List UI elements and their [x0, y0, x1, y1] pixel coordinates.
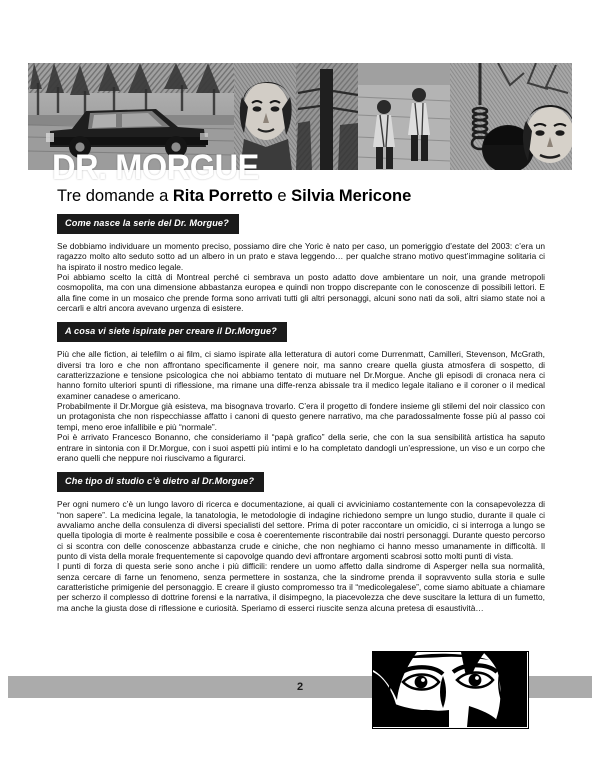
question-heading-2: A cosa vi siete ispirate per creare il Dr.Morgue?: [57, 322, 287, 342]
question-heading-3: Che tipo di studio c’è dietro al Dr.Morgue?: [57, 472, 264, 492]
subtitle: [57, 186, 411, 206]
subtitle-prefix: Tre domande a: [57, 187, 173, 205]
answer-paragraph: Probabilmente il Dr.Morgue già esisteva, ma bisognava trovarlo. C’era il progetto di fondere insieme gli stilemi del noir classico con un protagonista che non rispecchiasse affatto i canoni di questo genere narrativo, ma che paradossalmente fosse più al passo coi tempi, meno eroe infallibile e più “normale”.: [57, 401, 545, 432]
author-name-2: Silvia Mericone: [291, 187, 412, 205]
author-name-1: Rita Porretto: [172, 187, 273, 205]
answer-paragraph: I punti di forza di questa serie sono anche i più difficili: rendere un uomo affetto dalla sindrome di Asperger nella sua normalità, senza cercare di farne un fenomeno, senza permettere in sostanza, che la sindrome prenda il sopravvento sulla storia e sulle caratteristiche primigenie del personaggio. E creare il giusto compromesso tra il “medicolegalese”, come siamo abituate a chiamare per scherzo il complesso di dottrine forensi e la narrativa, il disimpegno, la piacevolezza che deve suscitare la lettura di un fumetto, ma anche la giusta dose di riflessione e curiosità. Speriamo di esserci riuscite senza alcuna pretesa di esaustività…: [57, 561, 545, 613]
page-number: 2: [296, 681, 304, 693]
footer-eyes-panel: [372, 651, 529, 729]
answer-paragraph: Poi abbiamo scelto la città di Montreal perché ci sembrava un posto adatto dove ambientare un noir, una grande metropoli cosmopolita, ma con una dimensione abbastanza europea e quindi non troppo discrepante con le conoscenze di possibili lettori. E alla fine come in un mosaico che prende forma sono arrivati tutti gli altri personaggi, alcuni sono nati da soli, altri siamo state noi a cercarli e altri ancora avevano urgenza di esistere.: [57, 272, 545, 314]
page-title: DR. MORGUE: [52, 148, 259, 187]
question-heading-1: Come nasce la serie del Dr. Morgue?: [57, 214, 239, 234]
answer-paragraph: Poi è arrivato Francesco Bonanno, che consideriamo il “papà grafico” della serie, che con la sua sensibilità artistica ha saputo entrare in sintonia con il Dr.Morgue, con i suoi aspetti più intimi e lo ha completato dandogli un’espressione, un viso e un corpo che erano quelli che neppure noi riuscivamo a figurarci.: [57, 432, 545, 463]
subtitle-conjunction: e: [272, 187, 292, 205]
article-body: [57, 213, 545, 613]
answer-paragraph: Per ogni numero c’è un lungo lavoro di ricerca e documentazione, ai quali ci avviciniamo costantemente con la consapevolezza di “non sapere”. La medicina legale, la tanatologia, le metodologie di indagine richiedono sempre un lungo studio, durante il quale ci avvaliamo anche della consulenza di diversi specialisti del settore. Prima di poter raccontare un omicidio, ci si interroga a lungo se quella tipologia di morte è realmente possibile e cosa è coerentemente riscontrabile dai nostri personaggi. Durante questo percorso ci si scontra con delle conoscenze abbastanza crude e ciniche, che non neghiamo ci hanno messo umanamente in difficoltà. Il punto di vista della morale frequentemente si capovolge quando devi affrontare argomenti scabrosi sotto molti punti di vista.: [57, 499, 545, 561]
answer-paragraph: Se dobbiamo individuare un momento preciso, possiamo dire che Yoric è nato per caso, un pomeriggio d’estate del 2003: c’era un ragazzo molto alto seduto sotto ad un albero in un prato e stava leggendo… per qualche strano motivo quest’immagine solitaria ci ha ispirato il nostro medico legale.: [57, 241, 545, 272]
answer-paragraph: Più che alle fiction, ai telefilm o ai film, ci siamo ispirate alla letteratura di autori come Durrenmatt, Camilleri, Stevenson, McGrath, diversi tra loro e che non affrontano specificamente il genere noir, ma sanno creare quella giusta atmosfera di sospetto, di caratterizzazione e tensione psicologica che noi abbiamo tentato di mutuare nel Dr.Morgue. Anche gli episodi di cronaca nera ci hanno fornito ulteriori spunti di riflessione, ma rimane una diffe-renza abissale tra il medico legale italiano e il coroner o il medical examiner canadese o americano.: [57, 349, 545, 401]
